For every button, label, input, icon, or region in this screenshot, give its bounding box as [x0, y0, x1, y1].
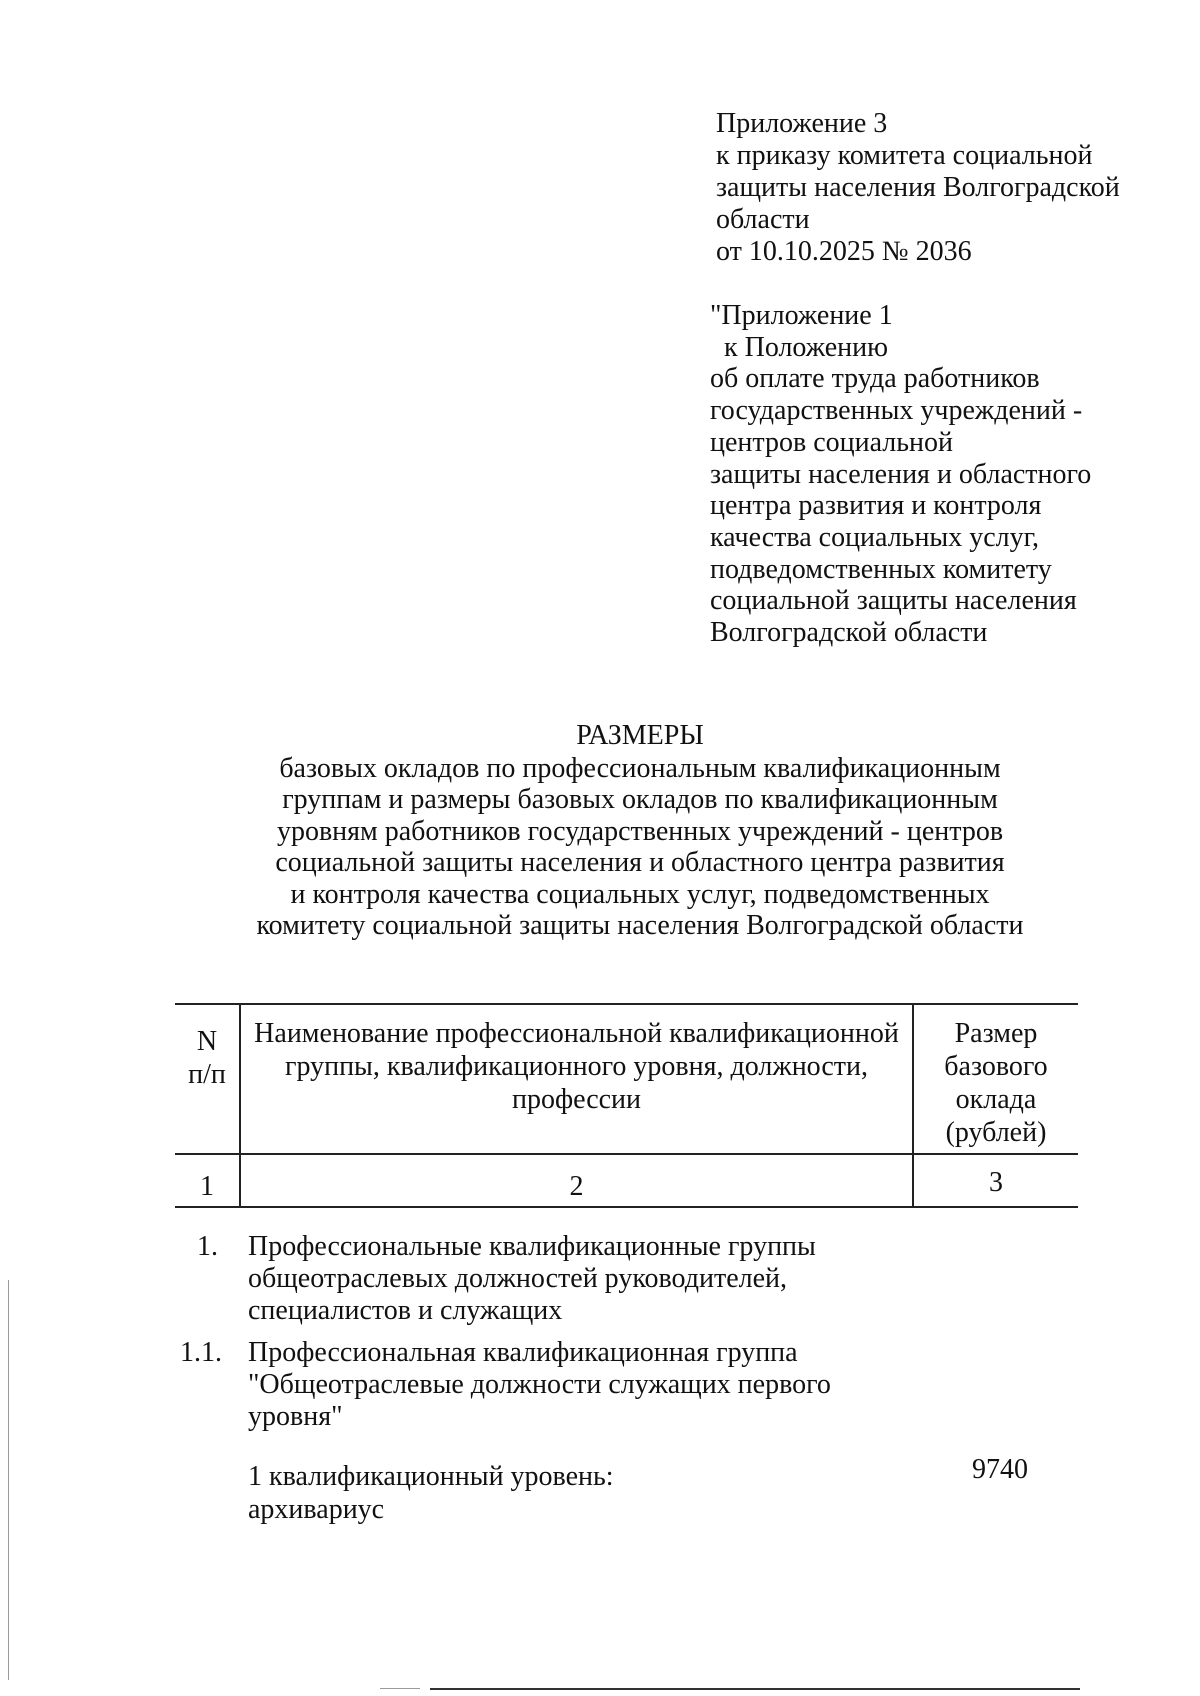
header-name-line: профессии — [511, 1084, 642, 1115]
row-text-line: общеотраслевых должностей руководителей, — [248, 1263, 787, 1294]
row-text-line: Профессиональная квалификационная группа — [248, 1337, 798, 1368]
inner-annex-line: центра развития и контроля — [710, 490, 1042, 522]
inner-annex-line: защиты населения и областного — [710, 458, 1092, 490]
table-numbering-2: 2 — [569, 1171, 584, 1202]
title-heading: РАЗМЕРЫ — [576, 720, 704, 751]
table-numbering-3: 3 — [989, 1167, 1003, 1198]
inner-annex-line: центров социальной — [710, 426, 953, 458]
table-bottom-rule — [175, 1206, 1078, 1208]
row-salary-value: 9740 — [972, 1454, 1028, 1485]
document-title — [40, 720, 1200, 942]
row-text-line: специалистов и служащих — [248, 1295, 563, 1326]
row-text — [248, 1460, 614, 1526]
table-header-salary — [914, 1017, 1078, 1149]
annex-header-line: области — [716, 204, 810, 235]
inner-annex-line: "Приложение 1 — [710, 300, 893, 331]
row-text — [248, 1231, 816, 1327]
annex-header-line: к приказу комитета социальной — [716, 140, 1093, 171]
row-number: 1.1. — [180, 1337, 222, 1368]
annex-header-line: от 10.10.2025 № 2036 — [716, 236, 972, 267]
inner-annex-line: качества социальных услуг, — [710, 521, 1039, 553]
header-salary-line: (рублей) — [945, 1117, 1047, 1148]
table-mid-rule — [175, 1153, 1078, 1155]
scan-edge-bottom — [380, 1688, 420, 1689]
title-line: социальной защиты населения и областного центра развития — [275, 847, 1005, 878]
row-text-line: "Общеотраслевые должности служащих первого — [248, 1369, 831, 1400]
header-number-line: N — [196, 1026, 218, 1057]
header-salary-line: базового — [944, 1051, 1048, 1082]
table-top-rule — [175, 1003, 1078, 1005]
table-header-name — [241, 1017, 912, 1116]
inner-annex-line: Волгоградской области — [710, 617, 988, 649]
row-text-line: 1 квалификационный уровень: — [248, 1461, 614, 1492]
inner-annex-line: государственных учреждений - — [710, 395, 1083, 427]
annex-header — [716, 108, 1120, 268]
header-salary-line: оклада — [955, 1084, 1037, 1115]
table-header-number — [175, 1025, 239, 1091]
title-line: и контроля качества социальных услуг, подведомственных — [290, 878, 990, 910]
row-text-line: уровня" — [248, 1401, 343, 1432]
row-text — [248, 1337, 831, 1433]
header-name-line: группы, квалификационного уровня, должности, — [284, 1051, 869, 1082]
scan-edge-bottom — [430, 1688, 1080, 1690]
header-name-line: Наименование профессиональной квалификационной — [254, 1018, 899, 1049]
title-line: комитету социальной защиты населения Волгоградской области — [256, 910, 1024, 941]
inner-annex-line: к Положению — [724, 331, 889, 363]
scan-edge-left — [8, 1280, 9, 1680]
row-text-line: архивариус — [248, 1494, 385, 1525]
title-line: группам и размеры базовых окладов по квалификационным — [282, 784, 998, 815]
header-salary-line: Размер — [954, 1018, 1038, 1049]
inner-annex-line: об оплате труда работников — [710, 363, 1040, 395]
header-number-line: п/п — [188, 1059, 226, 1090]
title-line: уровням работников государственных учреждений - центров — [276, 815, 1004, 847]
annex-header-line: защиты населения Волгоградской — [716, 172, 1120, 203]
annex-header-line: Приложение 3 — [716, 108, 888, 139]
inner-annex-header — [710, 300, 1091, 649]
inner-annex-line: социальной защиты населения — [710, 585, 1077, 617]
row-number: 1. — [197, 1231, 218, 1262]
table-numbering-1: 1 — [200, 1171, 214, 1202]
row-text-line: Профессиональные квалификационные группы — [248, 1231, 816, 1262]
title-line: базовых окладов по профессиональным квалификационным — [279, 752, 1001, 784]
inner-annex-line: подведомственных комитету — [710, 553, 1052, 585]
